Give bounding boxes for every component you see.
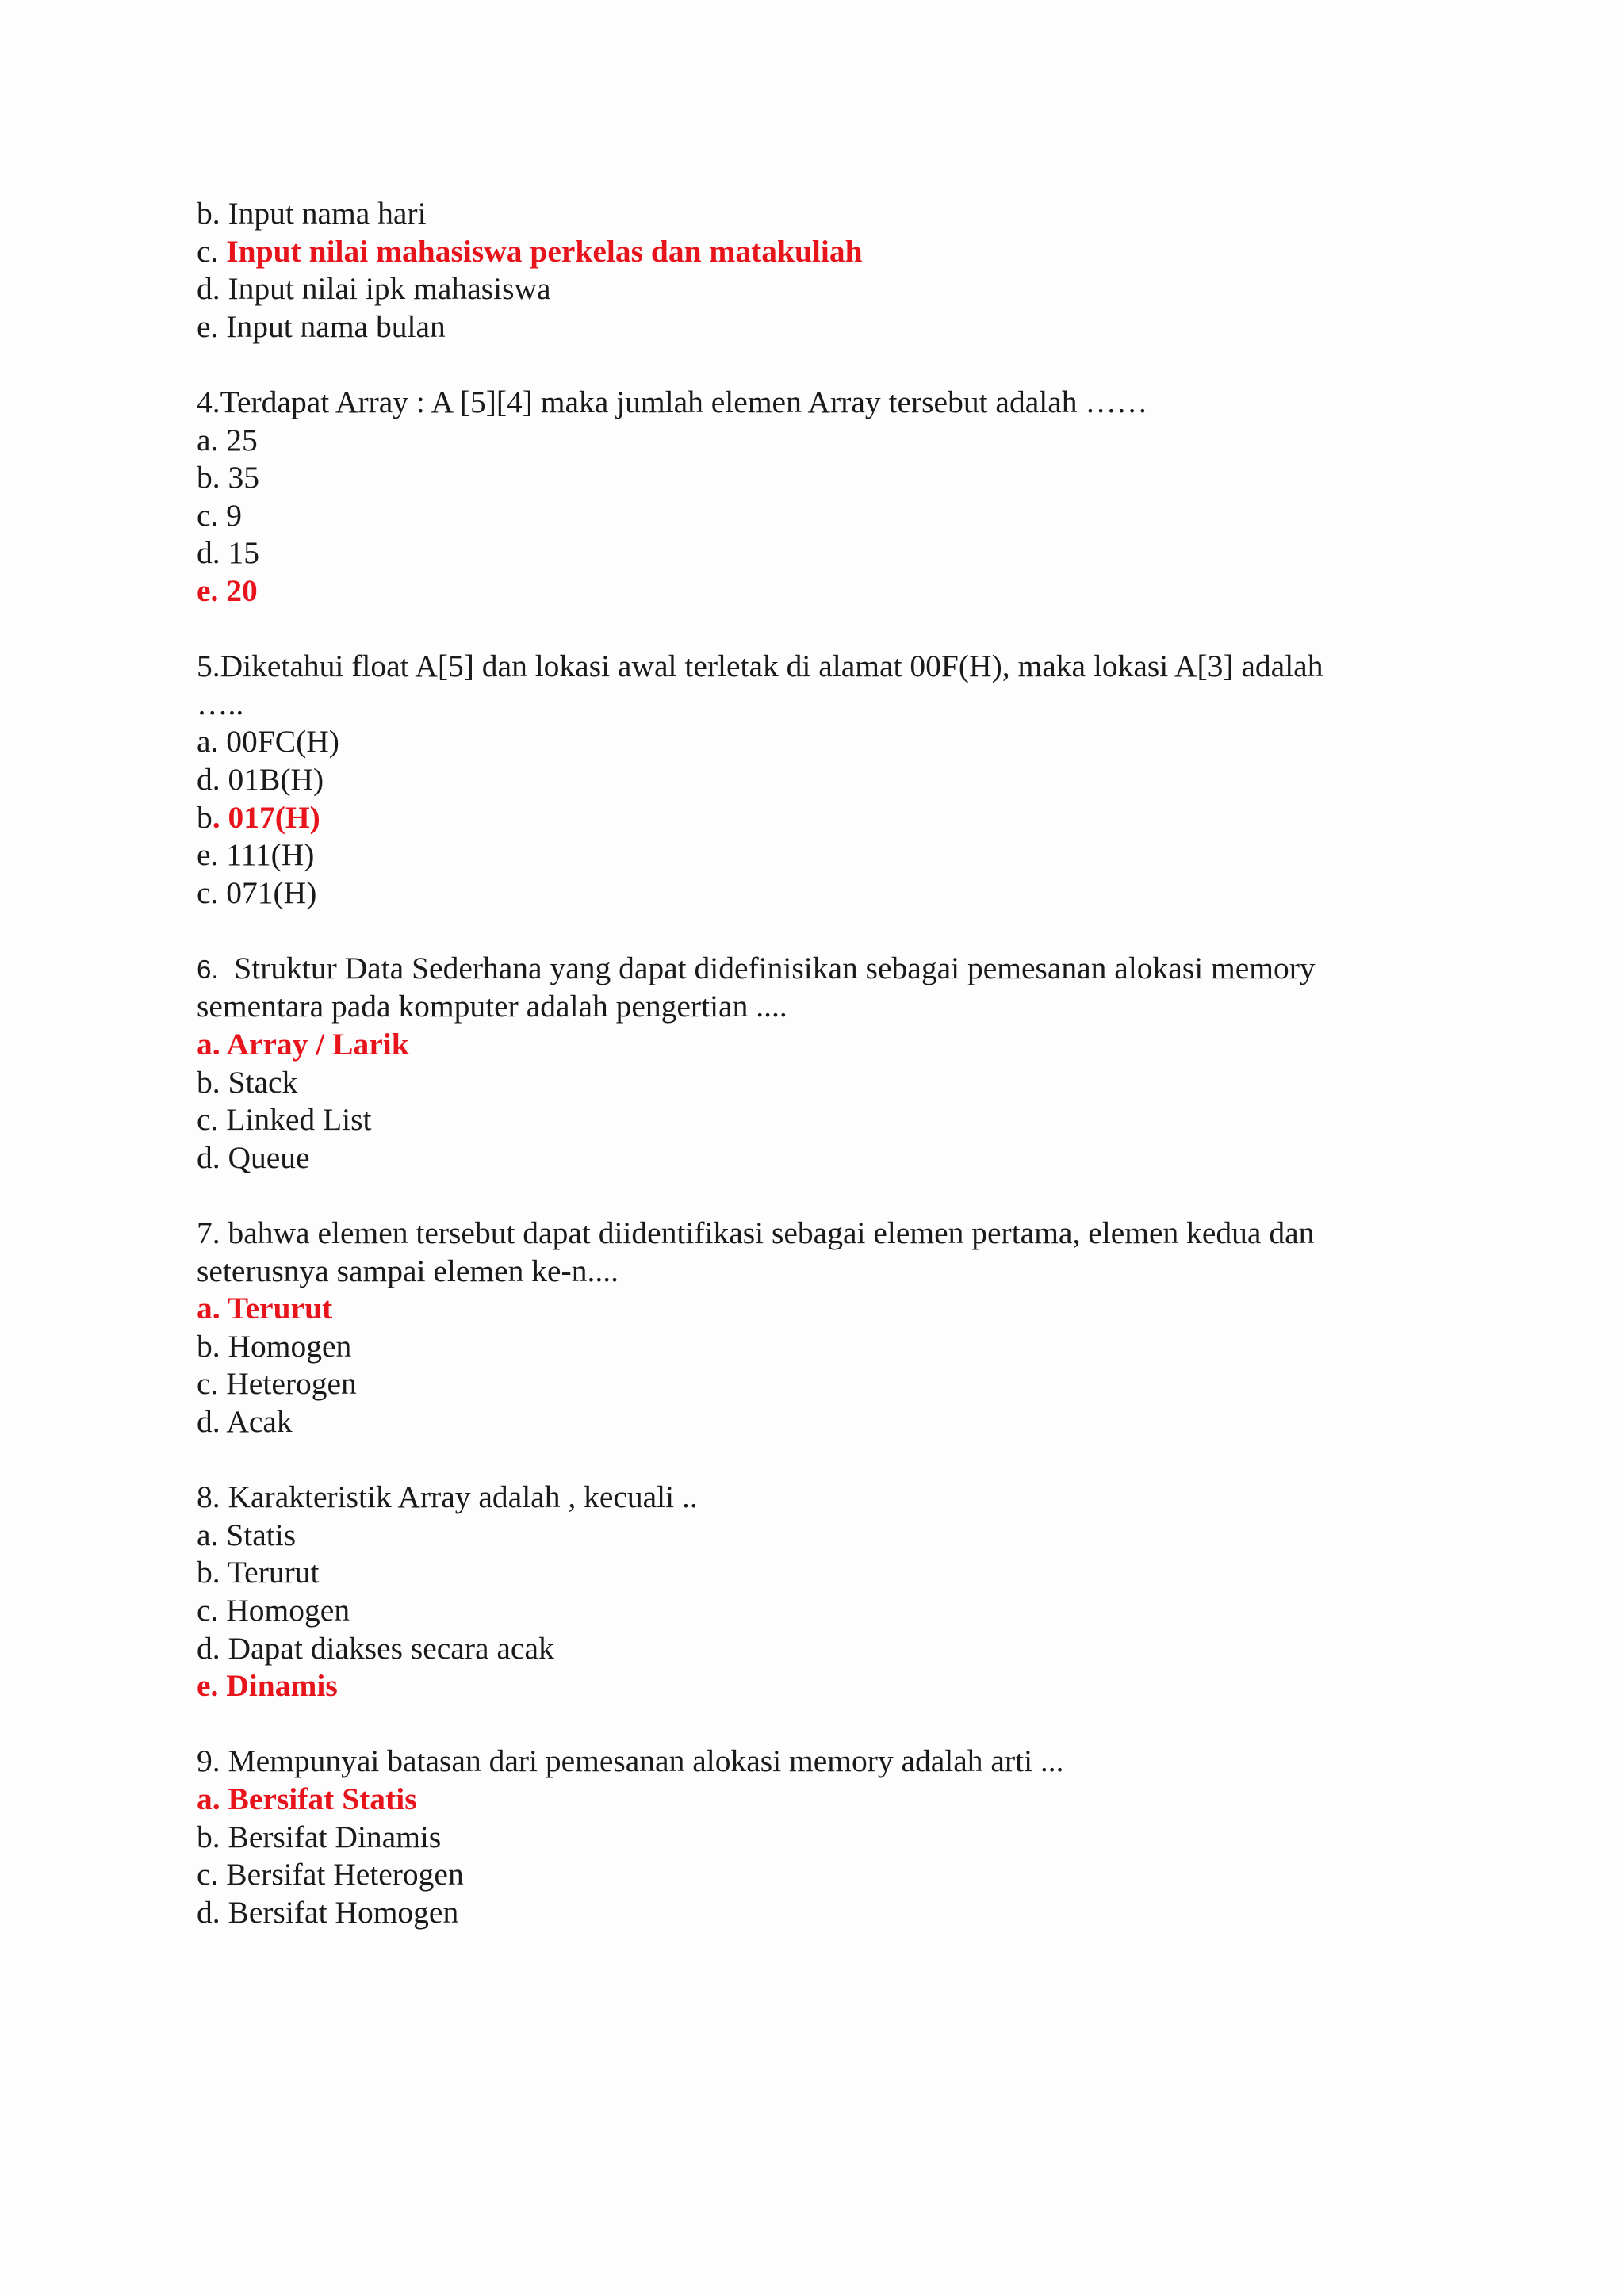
q6-option-d: d. Queue [197,1139,310,1175]
q9-question: 9. Mempunyai batasan dari pemesanan alokasi memory adalah arti ... [197,1743,1064,1779]
q6-option-b: b. Stack [197,1064,298,1100]
q6-option-c: c. Linked List [197,1102,372,1138]
q5-option-b: b. 017(H) [197,799,320,835]
q4-option-b: b. 35 [197,460,259,496]
q5-option-e: e. 111(H) [197,837,315,873]
q3-option-b: b. Input nama hari [197,196,427,231]
q3-correct-answer: Input nilai mahasiswa perkelas dan matakuliah [226,233,863,269]
q9-option-d: d. Bersifat Homogen [197,1894,459,1930]
question-9 [197,1743,1465,1931]
q6-question-line-1: 6. Struktur Data Sederhana yang dapat didefinisikan sebagai pemesanan alokasi memory [197,950,1316,985]
q4-option-c: c. 9 [197,497,243,533]
q4-correct-answer: e. 20 [197,572,258,608]
q6-number: 6. [197,954,219,984]
q8-option-d: d. Dapat diakses secara acak [197,1630,554,1666]
q8-option-b: b. Terurut [197,1555,320,1590]
q5-option-a: a. 00FC(H) [197,724,339,760]
q9-correct-answer: a. Bersifat Statis [197,1781,417,1816]
q8-option-c: c. Homogen [197,1592,350,1628]
q5-option-c: c. 071(H) [197,874,317,910]
question-4 [197,384,1465,610]
question-6 [197,950,1465,1177]
q5-question-line-2: ….. [197,686,244,721]
question-8 [197,1479,1465,1705]
question-7 [197,1215,1465,1441]
q7-option-c: c. Heterogen [197,1366,357,1402]
q8-correct-answer: e. Dinamis [197,1668,338,1704]
q4-option-a: a. 25 [197,422,258,457]
q9-option-c: c. Bersifat Heterogen [197,1857,464,1892]
q7-question-line-2: seterusnya sampai elemen ke-n.... [197,1253,619,1288]
q5-correct-answer: . 017(H) [212,799,320,835]
q5-question-line-1: 5.Diketahui float A[5] dan lokasi awal terletak di alamat 00F(H), maka lokasi A[3] adalah [197,649,1323,684]
q7-question-line-1: 7. bahwa elemen tersebut dapat diidentifikasi sebagai elemen pertama, elemen kedua dan [197,1215,1315,1251]
q7-correct-answer: a. Terurut [197,1291,333,1326]
q4-option-d: d. 15 [197,535,259,571]
q3-option-d: d. Input nilai ipk mahasiswa [197,271,551,307]
q7-option-b: b. Homogen [197,1328,352,1364]
q3-option-e: e. Input nama bulan [197,308,446,344]
q3-option-c: c. Input nilai mahasiswa perkelas dan matakuliah [197,233,863,269]
q8-option-a: a. Statis [197,1517,297,1552]
q6-question-line-2: sementara pada komputer adalah pengertian .... [197,989,787,1024]
q4-question: 4.Terdapat Array : A [5][4] maka jumlah elemen Array tersebut adalah …… [197,384,1148,419]
q5-option-d: d. 01B(H) [197,761,324,797]
q8-question: 8. Karakteristik Array adalah , kecuali .. [197,1479,698,1515]
q9-option-b: b. Bersifat Dinamis [197,1819,442,1854]
question-5 [197,648,1465,912]
question-3-options [197,195,1465,346]
q7-option-d: d. Acak [197,1404,293,1439]
q6-correct-answer: a. Array / Larik [197,1027,409,1062]
